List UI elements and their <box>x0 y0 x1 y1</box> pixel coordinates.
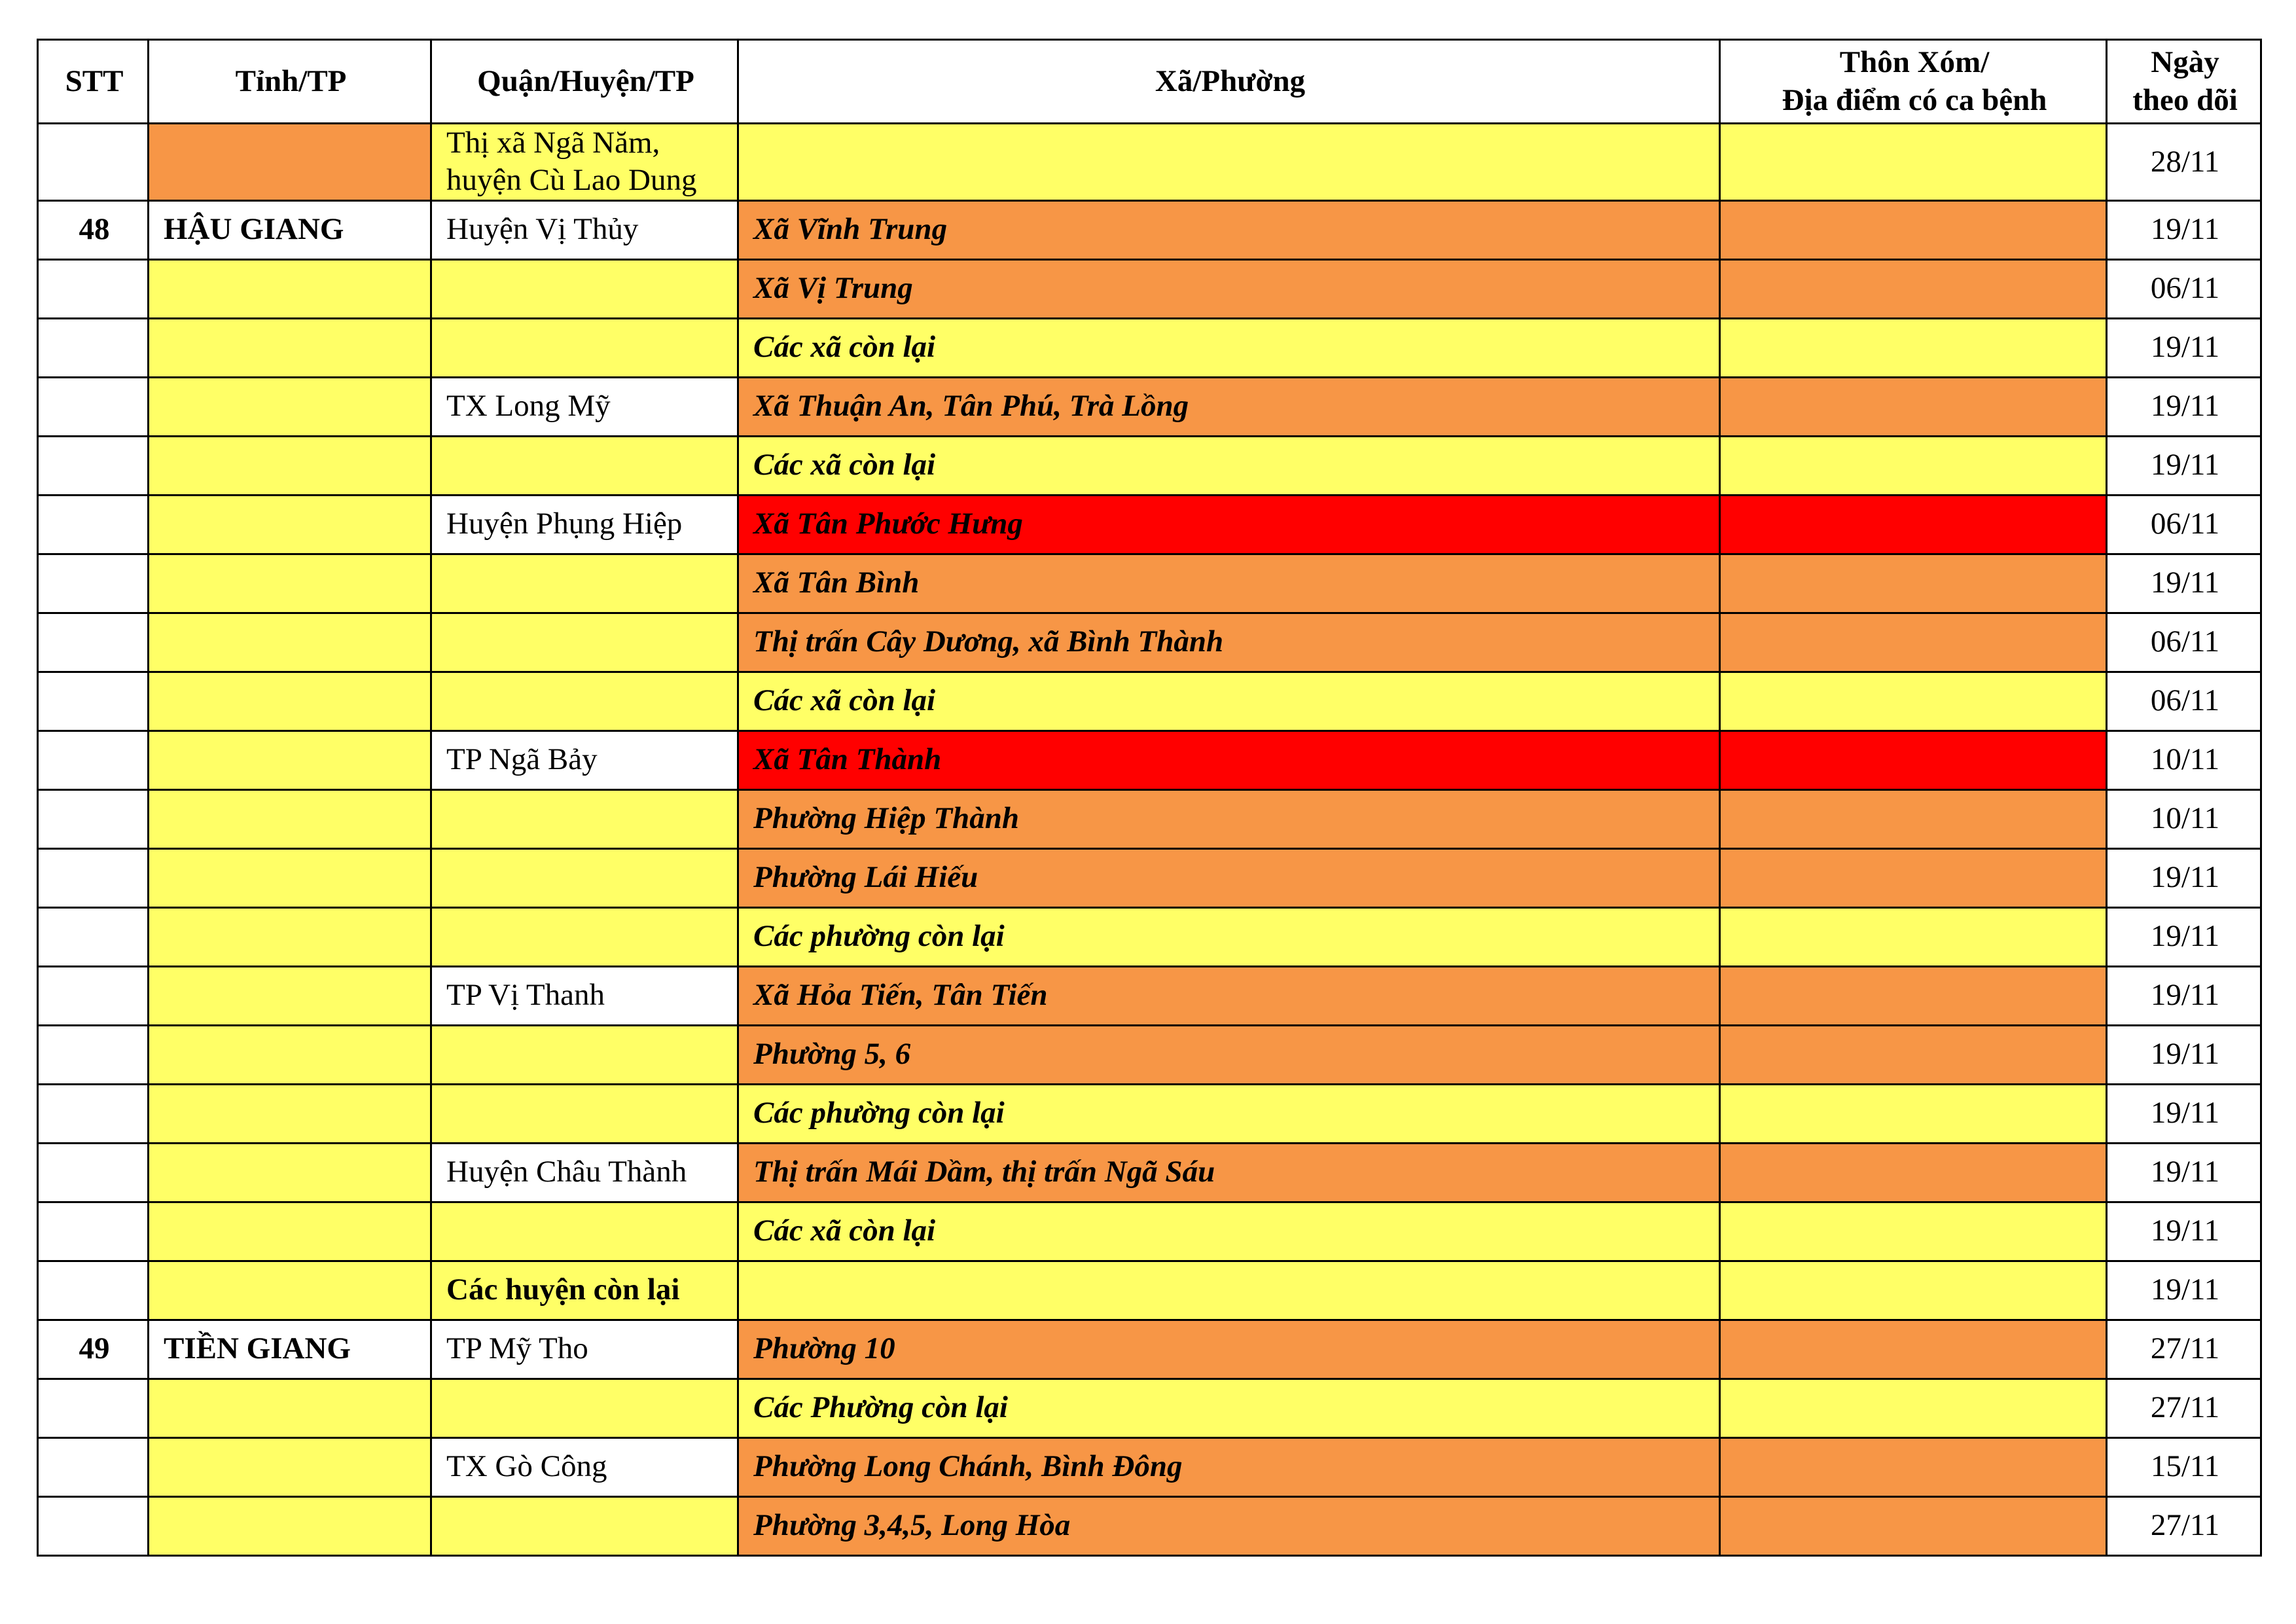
date-cell: 19/11 <box>2107 848 2261 907</box>
ward-cell: Phường Hiệp Thành <box>738 789 1720 848</box>
district-cell: TP Mỹ Tho <box>431 1320 738 1379</box>
date-cell: 19/11 <box>2107 377 2261 436</box>
hamlet-cell <box>1720 554 2107 613</box>
hamlet-cell <box>1720 436 2107 495</box>
district-cell: Thị xã Ngã Năm, huyện Cù Lao Dung <box>431 124 738 201</box>
stt-cell <box>38 1084 149 1143</box>
ward-cell: Xã Tân Thành <box>738 731 1720 789</box>
stt-cell: 49 <box>38 1320 149 1379</box>
stt-cell <box>38 1496 149 1555</box>
province-cell <box>149 1496 431 1555</box>
hamlet-cell <box>1720 613 2107 672</box>
table-row <box>38 1202 2261 1261</box>
stt-cell <box>38 1025 149 1084</box>
hamlet-cell <box>1720 495 2107 554</box>
stt-cell <box>38 789 149 848</box>
date-cell: 19/11 <box>2107 1261 2261 1320</box>
province-cell <box>149 377 431 436</box>
table-row <box>38 1261 2261 1320</box>
table-row <box>38 1496 2261 1555</box>
hamlet-cell <box>1720 1437 2107 1496</box>
province-cell: HẬU GIANG <box>149 200 431 259</box>
district-cell: Huyện Vị Thủy <box>431 200 738 259</box>
ward-cell <box>738 124 1720 201</box>
ward-cell: Phường Lái Hiếu <box>738 848 1720 907</box>
province-cell <box>149 1379 431 1437</box>
table-row <box>38 495 2261 554</box>
district-cell: TP Ngã Bảy <box>431 731 738 789</box>
risk-level-table <box>37 39 2262 1557</box>
hamlet-cell <box>1720 1261 2107 1320</box>
province-cell <box>149 672 431 731</box>
date-cell: 06/11 <box>2107 495 2261 554</box>
document-page <box>37 39 2262 1557</box>
district-cell <box>431 318 738 377</box>
hamlet-cell <box>1720 966 2107 1025</box>
table-row <box>38 1320 2261 1379</box>
table-row <box>38 731 2261 789</box>
hamlet-cell <box>1720 1202 2107 1261</box>
district-cell <box>431 436 738 495</box>
stt-cell <box>38 495 149 554</box>
province-cell <box>149 259 431 318</box>
district-cell: Huyện Phụng Hiệp <box>431 495 738 554</box>
district-cell <box>431 848 738 907</box>
header-stt: STT <box>38 40 149 124</box>
district-cell <box>431 1202 738 1261</box>
hamlet-cell <box>1720 377 2107 436</box>
hamlet-cell <box>1720 672 2107 731</box>
hamlet-cell <box>1720 124 2107 201</box>
table-row <box>38 1025 2261 1084</box>
province-cell <box>149 613 431 672</box>
date-cell: 19/11 <box>2107 436 2261 495</box>
date-cell: 19/11 <box>2107 200 2261 259</box>
date-cell: 27/11 <box>2107 1320 2261 1379</box>
province-cell <box>149 318 431 377</box>
district-cell <box>431 789 738 848</box>
province-cell <box>149 966 431 1025</box>
table-row <box>38 318 2261 377</box>
table-row <box>38 124 2261 201</box>
stt-cell <box>38 1202 149 1261</box>
district-cell <box>431 554 738 613</box>
ward-cell: Các phường còn lại <box>738 1084 1720 1143</box>
hamlet-cell <box>1720 1143 2107 1202</box>
table-row <box>38 789 2261 848</box>
stt-cell <box>38 1437 149 1496</box>
district-cell: TX Gò Công <box>431 1437 738 1496</box>
ward-cell: Phường 3,4,5, Long Hòa <box>738 1496 1720 1555</box>
ward-cell <box>738 1261 1720 1320</box>
ward-cell: Các phường còn lại <box>738 907 1720 966</box>
ward-cell: Xã Thuận An, Tân Phú, Trà Lồng <box>738 377 1720 436</box>
hamlet-cell <box>1720 200 2107 259</box>
ward-cell: Phường 10 <box>738 1320 1720 1379</box>
hamlet-cell <box>1720 259 2107 318</box>
stt-cell <box>38 318 149 377</box>
table-row <box>38 907 2261 966</box>
date-cell: 27/11 <box>2107 1496 2261 1555</box>
hamlet-cell <box>1720 907 2107 966</box>
ward-cell: Thị trấn Cây Dương, xã Bình Thành <box>738 613 1720 672</box>
date-cell: 19/11 <box>2107 966 2261 1025</box>
hamlet-cell <box>1720 1084 2107 1143</box>
ward-cell: Phường Long Chánh, Bình Đông <box>738 1437 1720 1496</box>
table-row <box>38 848 2261 907</box>
district-cell: TP Vị Thanh <box>431 966 738 1025</box>
ward-cell: Thị trấn Mái Dầm, thị trấn Ngã Sáu <box>738 1143 1720 1202</box>
date-cell: 15/11 <box>2107 1437 2261 1496</box>
stt-cell <box>38 124 149 201</box>
date-cell: 19/11 <box>2107 1143 2261 1202</box>
hamlet-cell <box>1720 1496 2107 1555</box>
district-cell: Huyện Châu Thành <box>431 1143 738 1202</box>
ward-cell: Xã Tân Phước Hưng <box>738 495 1720 554</box>
date-cell: 06/11 <box>2107 259 2261 318</box>
province-cell <box>149 1261 431 1320</box>
date-cell: 19/11 <box>2107 907 2261 966</box>
stt-cell <box>38 966 149 1025</box>
stt-cell <box>38 613 149 672</box>
hamlet-cell <box>1720 1025 2107 1084</box>
table-row <box>38 554 2261 613</box>
hamlet-cell <box>1720 1320 2107 1379</box>
stt-cell <box>38 907 149 966</box>
ward-cell: Xã Vị Trung <box>738 259 1720 318</box>
province-cell <box>149 495 431 554</box>
province-cell <box>149 1202 431 1261</box>
date-cell: 19/11 <box>2107 1202 2261 1261</box>
ward-cell: Xã Vĩnh Trung <box>738 200 1720 259</box>
header-date: Ngày theo dõi <box>2107 40 2261 124</box>
header-row <box>38 40 2261 124</box>
date-cell: 19/11 <box>2107 1084 2261 1143</box>
header-province: Tỉnh/TP <box>149 40 431 124</box>
stt-cell <box>38 554 149 613</box>
table-row <box>38 200 2261 259</box>
province-cell <box>149 1084 431 1143</box>
ward-cell: Phường 5, 6 <box>738 1025 1720 1084</box>
table-row <box>38 1379 2261 1437</box>
table-row <box>38 672 2261 731</box>
ward-cell: Các xã còn lại <box>738 1202 1720 1261</box>
header-district: Quận/Huyện/TP <box>431 40 738 124</box>
district-cell <box>431 1379 738 1437</box>
province-cell <box>149 907 431 966</box>
date-cell: 28/11 <box>2107 124 2261 201</box>
date-cell: 19/11 <box>2107 554 2261 613</box>
hamlet-cell <box>1720 848 2107 907</box>
hamlet-cell <box>1720 731 2107 789</box>
date-cell: 27/11 <box>2107 1379 2261 1437</box>
ward-cell: Các Phường còn lại <box>738 1379 1720 1437</box>
stt-cell: 48 <box>38 200 149 259</box>
stt-cell <box>38 672 149 731</box>
date-cell: 06/11 <box>2107 613 2261 672</box>
district-cell <box>431 1496 738 1555</box>
table-row <box>38 259 2261 318</box>
hamlet-cell <box>1720 789 2107 848</box>
date-cell: 06/11 <box>2107 672 2261 731</box>
province-cell <box>149 1143 431 1202</box>
stt-cell <box>38 1143 149 1202</box>
district-cell <box>431 672 738 731</box>
ward-cell: Các xã còn lại <box>738 436 1720 495</box>
table-row <box>38 377 2261 436</box>
stt-cell <box>38 259 149 318</box>
table-row <box>38 966 2261 1025</box>
table-row <box>38 1084 2261 1143</box>
district-cell: Các huyện còn lại <box>431 1261 738 1320</box>
ward-cell: Xã Tân Bình <box>738 554 1720 613</box>
ward-cell: Xã Hỏa Tiến, Tân Tiến <box>738 966 1720 1025</box>
ward-cell: Các xã còn lại <box>738 672 1720 731</box>
date-cell: 19/11 <box>2107 318 2261 377</box>
stt-cell <box>38 377 149 436</box>
province-cell <box>149 848 431 907</box>
stt-cell <box>38 1379 149 1437</box>
header-hamlet: Thôn Xóm/ Địa điểm có ca bệnh <box>1720 40 2107 124</box>
stt-cell <box>38 436 149 495</box>
table-row <box>38 1437 2261 1496</box>
province-cell <box>149 124 431 201</box>
header-ward: Xã/Phường <box>738 40 1720 124</box>
table-row <box>38 436 2261 495</box>
hamlet-cell <box>1720 318 2107 377</box>
province-cell <box>149 789 431 848</box>
district-cell <box>431 259 738 318</box>
province-cell <box>149 1025 431 1084</box>
province-cell <box>149 554 431 613</box>
ward-cell: Các xã còn lại <box>738 318 1720 377</box>
table-row <box>38 613 2261 672</box>
hamlet-cell <box>1720 1379 2107 1437</box>
district-cell: TX Long Mỹ <box>431 377 738 436</box>
province-cell <box>149 1437 431 1496</box>
province-cell <box>149 731 431 789</box>
stt-cell <box>38 1261 149 1320</box>
district-cell <box>431 1084 738 1143</box>
province-cell <box>149 436 431 495</box>
province-cell: TIỀN GIANG <box>149 1320 431 1379</box>
table-row <box>38 1143 2261 1202</box>
district-cell <box>431 1025 738 1084</box>
date-cell: 19/11 <box>2107 1025 2261 1084</box>
stt-cell <box>38 731 149 789</box>
district-cell <box>431 907 738 966</box>
stt-cell <box>38 848 149 907</box>
district-cell <box>431 613 738 672</box>
date-cell: 10/11 <box>2107 731 2261 789</box>
date-cell: 10/11 <box>2107 789 2261 848</box>
